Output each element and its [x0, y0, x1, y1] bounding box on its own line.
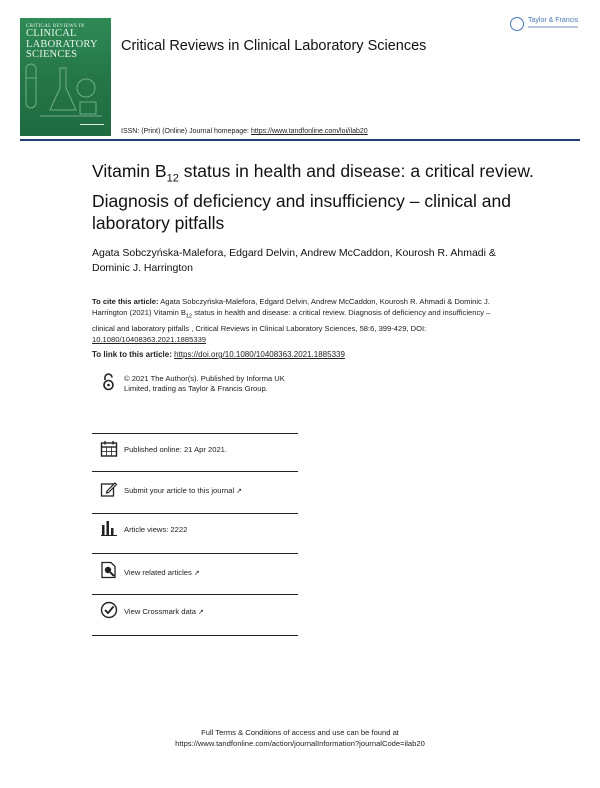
- title-part1: Vitamin B: [92, 161, 167, 181]
- article-views-text: Article views: 2222: [124, 525, 188, 534]
- open-access-text: © 2021 The Author(s). Published by Informa UK Limited, trading as Taylor & Francis Group.: [124, 374, 285, 393]
- citation-label: To cite this article:: [92, 297, 159, 306]
- published-online-block: [92, 436, 298, 464]
- bar-chart-icon: [100, 519, 118, 537]
- citation-text2: status in health and disease: a critical review. Diagnosis of deficiency and insufficiency – clinical and laboratory pitfalls , Critical Reviews in Clinical Laboratory Sciences, 58:6, 399-429, DOI:: [92, 308, 491, 333]
- title-subscript: 12: [166, 172, 179, 185]
- article-link-label: To link to this article:: [92, 350, 175, 359]
- journal-title[interactable]: Critical Reviews in Clinical Laboratory Sciences: [121, 38, 427, 54]
- edit-icon: [100, 480, 118, 498]
- crossmark-label: View Crossmark data: [124, 607, 197, 616]
- open-access-lock-icon: [100, 373, 118, 391]
- footer: [0, 727, 600, 749]
- article-doi-link[interactable]: https://doi.org/10.1080/10408363.2021.1885339: [174, 350, 345, 359]
- cover-title-line2c: SCIENCES: [26, 49, 78, 60]
- external-link-icon: ↗: [193, 570, 200, 577]
- citation-subscript: 12: [185, 313, 193, 320]
- external-link-icon: ↗: [198, 609, 204, 616]
- published-online-text: Published online: 21 Apr 2021.: [124, 445, 228, 454]
- journal-homepage-link[interactable]: https://www.tandfonline.com/loi/ilab20: [250, 128, 368, 135]
- related-articles-block[interactable]: [92, 558, 298, 588]
- cover-title-line2a: CLINICAL: [26, 28, 77, 39]
- crossmark-icon: [100, 601, 118, 619]
- journal-cover-image: [20, 18, 111, 136]
- related-articles-link[interactable]: [124, 568, 298, 579]
- cover-title-line2b: LABORATORY: [26, 38, 98, 50]
- article-title: [92, 160, 562, 234]
- title-part2: status in health and disease: a critical review. Diagnosis of deficiency and insufficiency – clinical and laboratory pitfalls: [92, 161, 534, 233]
- issn-line: [121, 128, 368, 135]
- info-divider: [92, 635, 298, 636]
- info-divider: [92, 433, 298, 434]
- citation: [92, 296, 512, 345]
- citation-text1: Agata Sobczyńska-Malefora, Edgard Delvin, Andrew McCaddon, Kourosh R. Ahmadi & Dominic J. Harrington (2021) Vitamin B: [92, 297, 490, 317]
- taylor-francis-logo-icon: [510, 17, 524, 31]
- issn-prefix: ISSN: (Print) (Online) Journal homepage:: [121, 128, 251, 135]
- calendar-icon: [100, 440, 118, 458]
- cover-publisher-mark: [80, 124, 104, 130]
- submit-article-block[interactable]: [92, 476, 298, 506]
- info-divider: [92, 471, 298, 472]
- crossmark-link[interactable]: [124, 607, 298, 618]
- publisher-logo-text: Taylor & Francis: [528, 17, 579, 24]
- footer-journal-info-link[interactable]: https://www.tandfonline.com/action/journalInformation?journalCode=ilab20: [175, 739, 425, 748]
- search-document-icon: [100, 561, 118, 579]
- cover-title-line1: CRITICAL REVIEWS IN: [26, 24, 85, 29]
- submit-article-label: Submit your article to this journal: [124, 486, 235, 495]
- citation-doi-link[interactable]: 10.1080/10408363.2021.1885339: [92, 334, 207, 344]
- related-articles-label: View related articles: [124, 568, 192, 577]
- publisher-logo[interactable]: [510, 16, 588, 36]
- external-link-icon: ↗: [236, 488, 243, 495]
- article-views-block[interactable]: [92, 516, 298, 546]
- publisher-logo-underline: [528, 26, 578, 28]
- info-divider: [92, 553, 298, 554]
- footer-terms-text: Full Terms & Conditions of access and use can be found at: [201, 728, 399, 737]
- open-access-block: [92, 371, 298, 413]
- info-divider: [92, 513, 298, 514]
- crossmark-block[interactable]: [92, 598, 298, 628]
- header-divider: [20, 139, 580, 141]
- submit-article-link[interactable]: [124, 486, 298, 497]
- cover-title: [26, 24, 106, 61]
- article-link-line: [92, 350, 345, 359]
- info-divider: [92, 594, 298, 595]
- author-list: Agata Sobczyńska-Malefora, Edgard Delvin, Andrew McCaddon, Kourosh R. Ahmadi & Dominic J. Harrington: [92, 247, 496, 274]
